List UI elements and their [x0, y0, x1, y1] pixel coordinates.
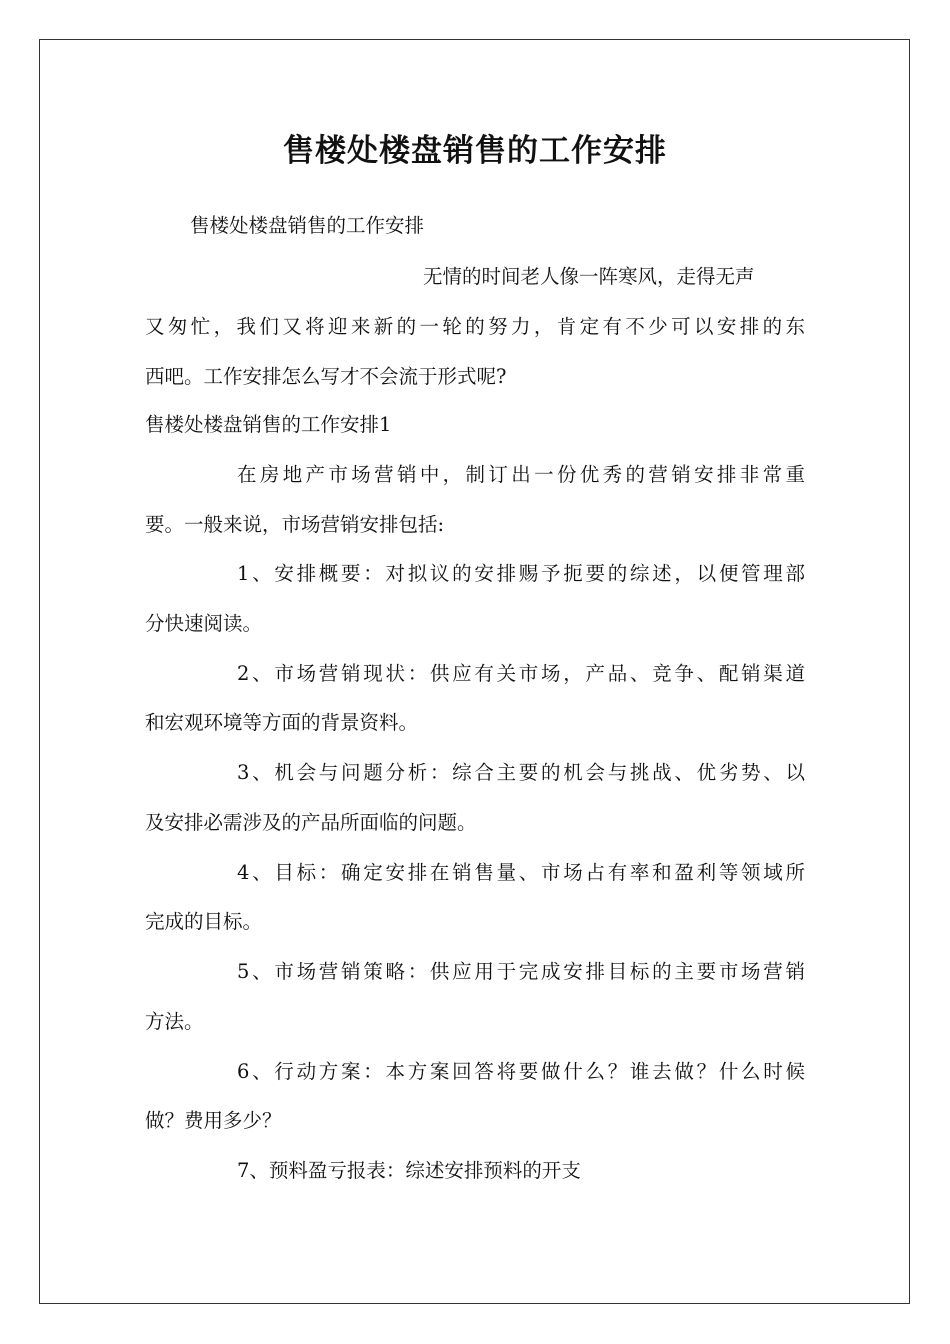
paragraph-line: 要。一般来说，市场营销安排包括:	[145, 513, 445, 536]
intro-line-2: 又匆忙，我们又将迎来新的一轮的努力，肯定有不少可以安排的东	[145, 315, 805, 338]
list-item-6-line-2: 做？费用多少？	[145, 1109, 282, 1132]
intro-line-1: 无情的时间老人像一阵寒风，走得无声	[423, 265, 755, 288]
list-item-3-line-2: 及安排必需涉及的产品所面临的问题。	[145, 811, 477, 834]
list-item-7-line-1: 7、预料盈亏报表：综述安排预料的开支	[237, 1159, 581, 1182]
list-item-4-line-1: 4、目标：确定安排在销售量、市场占有率和盈利等领域所	[237, 861, 805, 884]
list-item-1-line-2: 分快速阅读。	[145, 612, 263, 635]
list-item-6-line-1: 6、行动方案：本方案回答将要做什么？谁去做？什么时候	[237, 1060, 805, 1083]
list-item-4-line-2: 完成的目标。	[145, 910, 263, 933]
list-item-3-line-1: 3、机会与问题分析：综合主要的机会与挑战、优劣势、以	[237, 761, 805, 784]
section-heading: 售楼处楼盘销售的工作安排1	[145, 413, 392, 436]
list-item-5-line-2: 方法。	[145, 1010, 204, 1033]
list-item-1-line-1: 1、安排概要：对拟议的安排赐予扼要的综述，以便管理部	[237, 562, 805, 585]
document-title: 售楼处楼盘销售的工作安排	[283, 133, 667, 169]
list-item-2-line-2: 和宏观环境等方面的背景资料。	[145, 711, 419, 734]
list-item-2-line-1: 2、市场营销现状：供应有关市场，产品、竞争、配销渠道	[237, 662, 805, 685]
intro-line-3: 西吧。工作安排怎么写才不会流于形式呢?	[145, 365, 507, 388]
paragraph-line: 在房地产市场营销中，制订出一份优秀的营销安排非常重	[237, 463, 805, 486]
document-subtitle: 售楼处楼盘销售的工作安排	[190, 214, 425, 237]
list-item-5-line-1: 5、市场营销策略：供应用于完成安排目标的主要市场营销	[237, 960, 805, 983]
